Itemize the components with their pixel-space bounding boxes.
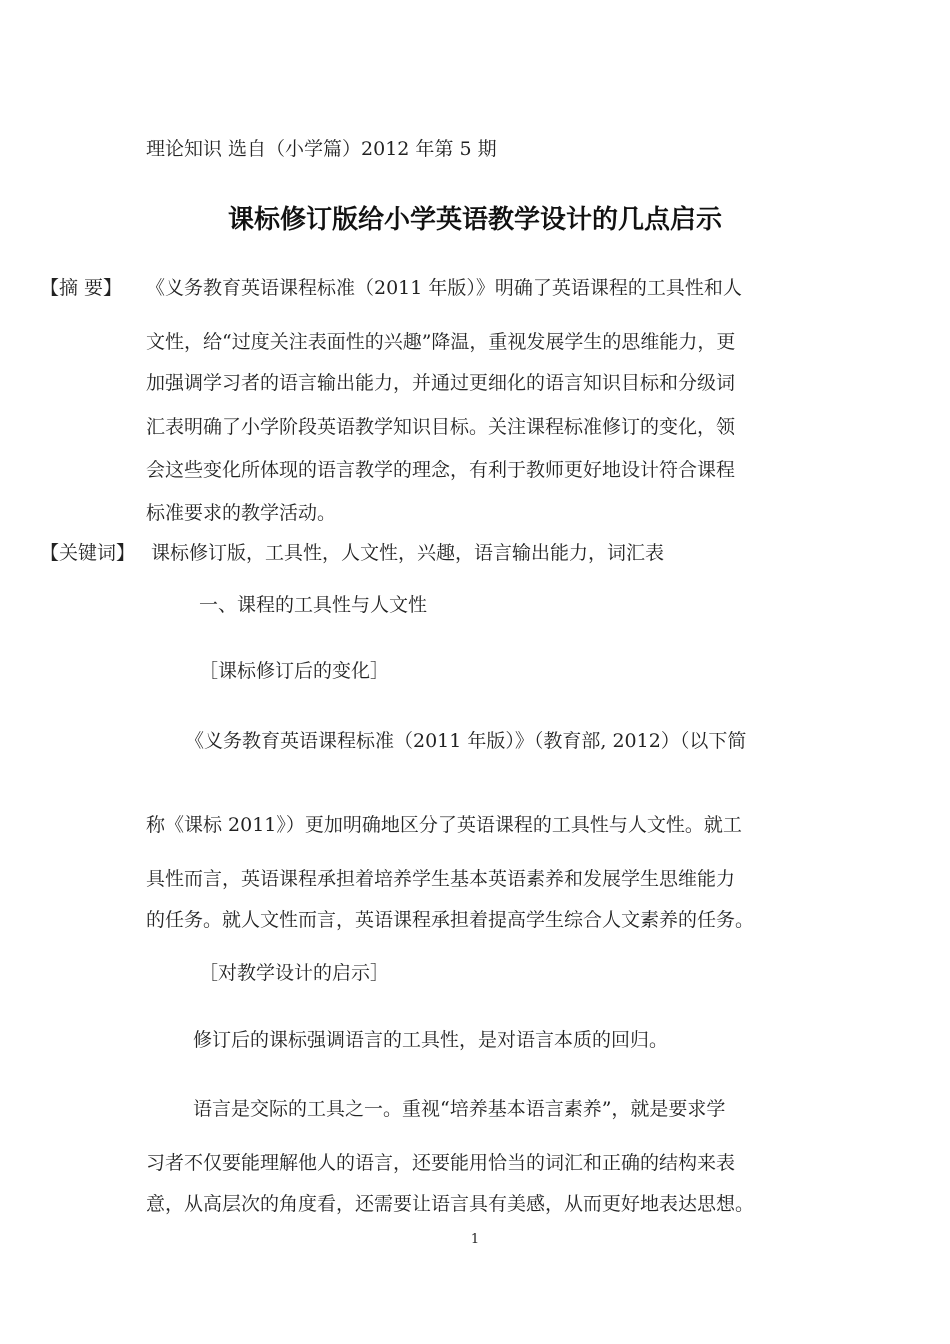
paragraph-line: 《义务教育英语课程标准（2011 年版）》（教育部, 2012）（以下简 [185, 730, 747, 752]
abstract-line: 加强调学习者的语言输出能力，并通过更细化的语言知识目标和分级词 [146, 372, 736, 394]
paragraph-line: 称《课标 2011》）更加明确地区分了英语课程的工具性与人文性。就工 [146, 814, 742, 836]
section-heading: 一、课程的工具性与人文性 [199, 594, 428, 616]
page-title: 课标修订版给小学英语教学设计的几点启示 [227, 205, 722, 235]
paragraph-line: 具性而言，英语课程承担着培养学生基本英语素养和发展学生思维能力 [146, 868, 736, 890]
page-number: 1 [470, 1232, 480, 1247]
abstract-line: 《义务教育英语课程标准（2011 年版）》明确了英语课程的工具性和人 [146, 277, 742, 299]
paragraph-line: 意，从高层次的角度看，还需要让语言具有美感，从而更好地表达思想。 [146, 1193, 755, 1215]
source-line: 理论知识 选自（小学篇）2012 年第 5 期 [146, 138, 497, 160]
abstract-line: 标准要求的教学活动。 [146, 502, 337, 524]
paragraph-line: 语言是交际的工具之一。重视“培养基本语言素养”，就是要求学 [193, 1098, 726, 1120]
keywords-label: 【关键词】 [40, 542, 136, 564]
abstract-line: 会这些变化所体现的语言教学的理念，有利于教师更好地设计符合课程 [146, 459, 736, 481]
abstract-line: 汇表明确了小学阶段英语教学知识目标。关注课程标准修订的变化，领 [146, 416, 736, 438]
paragraph-line: 修订后的课标强调语言的工具性，是对语言本质的回归。 [193, 1029, 669, 1051]
paragraph-line: 的任务。就人文性而言，英语课程承担着提高学生综合人文素养的任务。 [146, 909, 755, 931]
abstract-line: 文性，给“过度关注表面性的兴趣”降温，重视发展学生的思维能力，更 [146, 331, 736, 353]
abstract-label: 【摘 要】 [40, 277, 123, 299]
keywords-text: 课标修订版，工具性，人文性，兴趣，语言输出能力，词汇表 [151, 542, 665, 564]
subheading-insights: ［对教学设计的启示］ [199, 962, 390, 984]
paragraph-line: 习者不仅要能理解他人的语言，还要能用恰当的词汇和正确的结构来表 [146, 1152, 736, 1174]
subheading-changes: ［课标修订后的变化］ [199, 660, 390, 682]
